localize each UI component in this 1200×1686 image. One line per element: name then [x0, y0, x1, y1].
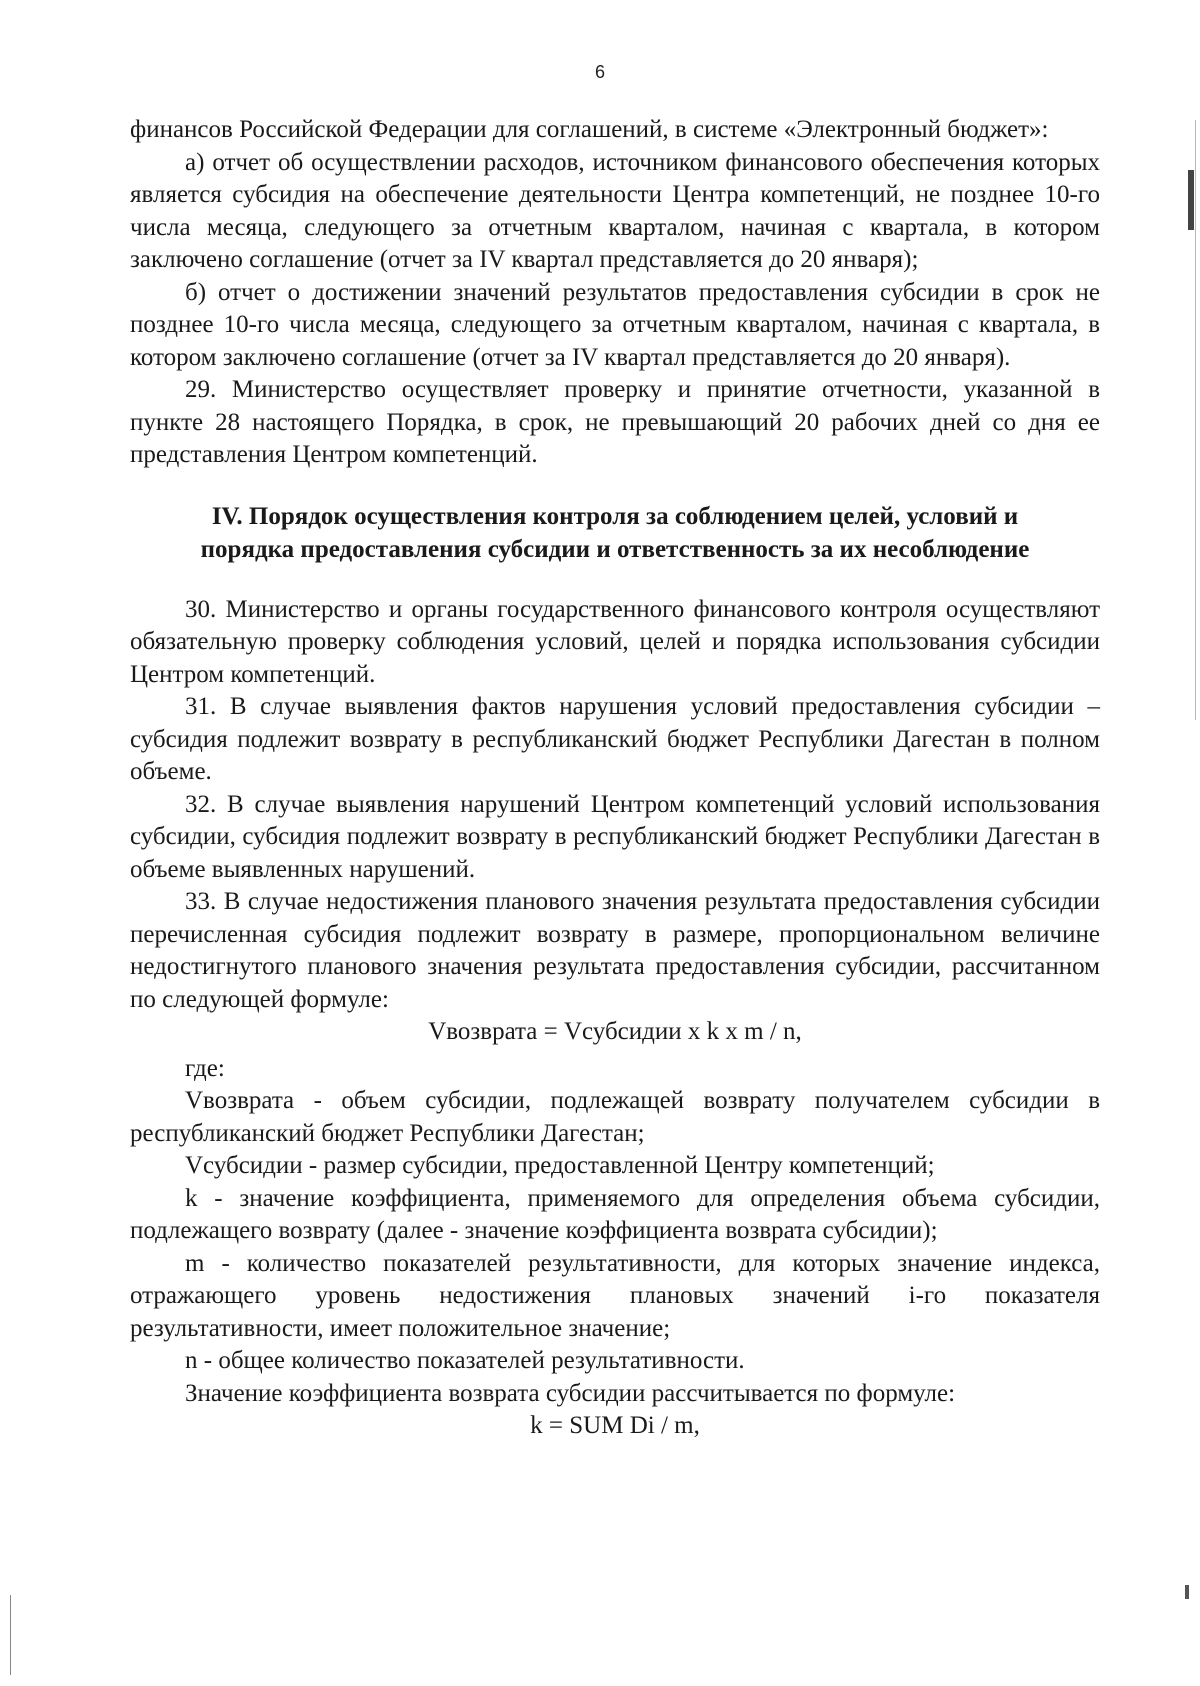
paragraph-30: 30. Министерство и органы государственного финансового контроля осуществляют обязательную проверку соблюдения условий, целей и порядка использования субсидии Центром компетенций.	[130, 595, 1100, 688]
formula-return-volume: Vвозврата = Vсубсидии x k x m / n,	[428, 1018, 802, 1045]
paragraph-31: 31. В случае выявления фактов нарушения условий предоставления субсидии – субсидия подлежит возврату в республиканский бюджет Республики Дагестан в полном объеме.	[130, 693, 1100, 785]
paragraph-continuation: финансов Российской Федерации для соглашений, в системе «Электронный бюджет»:	[130, 116, 1049, 143]
scan-artifact-right-top	[1188, 170, 1194, 230]
page-number: 6	[594, 62, 605, 82]
scan-artifact-right-bottom	[1185, 1585, 1189, 1599]
paragraph-report-b: б) отчет о достижении значений результатов предоставления субсидии в срок не позднее 10-го числа месяца, следующего за отчетным кварталом, начиная с квартала, в котором заключено соглашение (отчет за IV квартал представляется до 20 января).	[130, 278, 1100, 371]
paragraph-32: 32. В случае выявления нарушений Центром компетенций условий использования субсидии, субсидия подлежит возврату в республиканский бюджет Республики Дагестан в объеме выявленных нарушений.	[130, 790, 1100, 883]
paragraph-33: 33. В случае недостижения планового значения результата предоставления субсидии перечисленная субсидия подлежит возврату в размере, пропорциональном величине недостигнутого планового значения результата предоставления субсидии, рассчитанном по следующей формуле:	[130, 888, 1100, 1013]
document-body	[130, 114, 1100, 1443]
section-heading	[130, 500, 1100, 566]
scan-artifact-left-bottom	[10, 1595, 11, 1675]
coefficient-formula-intro: Значение коэффициента возврата субсидии рассчитывается по формуле:	[185, 1379, 956, 1407]
paragraph-report-a: а) отчет об осуществлении расходов, источником финансового обеспечения которых является субсидия на обеспечение деятельности Центра компетенций, не позднее 10-го числа месяца, следующего за отчетным кварталом, начиная с квартала, в котором заключено соглашение (отчет за IV квартал представляется до 20 января);	[130, 148, 1100, 273]
definition-n: n - общее количество показателей результативности.	[185, 1347, 745, 1374]
section-heading-line1: IV. Порядок осуществления контроля за соблюдением целей, условий и	[211, 502, 1019, 530]
formula-coefficient: k = SUM Di / m,	[530, 1412, 700, 1439]
section-heading-line2: порядка предоставления субсидии и ответственность за их несоблюдение	[200, 535, 1030, 563]
scan-artifact-right-line	[1195, 120, 1196, 720]
definition-v-return: Vвозврата - объем субсидии, подлежащей возврату получателем субсидии в республиканский бюджет Республики Дагестан;	[130, 1087, 1100, 1147]
where-label: где:	[185, 1054, 225, 1082]
definition-k: k - значение коэффициента, применяемого для определения объема субсидии, подлежащего возврату (далее - значение коэффициента возврата субсидии);	[130, 1184, 1100, 1244]
paragraph-29: 29. Министерство осуществляет проверку и принятие отчетности, указанной в пункте 28 настоящего Порядка, в срок, не превышающий 20 рабочих дней со дня ее представления Центром компетенций.	[130, 376, 1100, 468]
definition-m: m - количество показателей результативности, для которых значение индекса, отражающего уровень недостижения плановых значений i-го показателя результативности, имеет положительное значение;	[130, 1249, 1100, 1342]
definition-v-subsidy: Vсубсидии - размер субсидии, предоставленной Центру компетенций;	[185, 1152, 935, 1179]
